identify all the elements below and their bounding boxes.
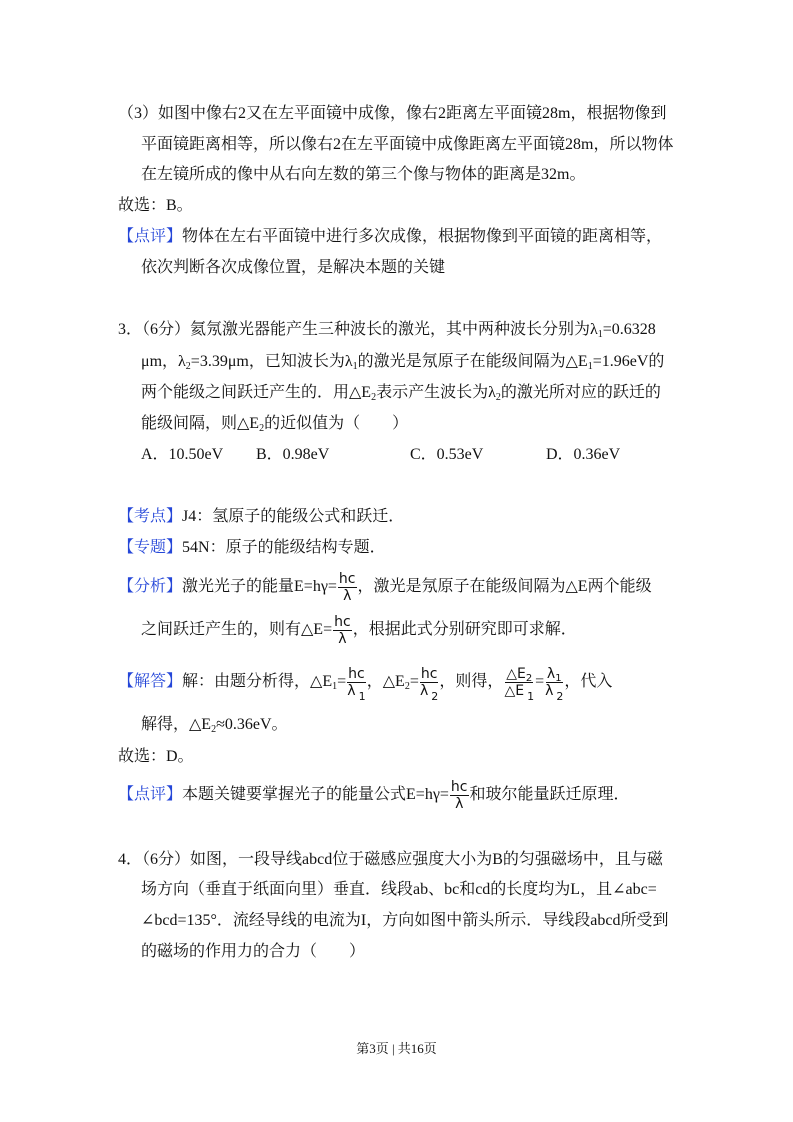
- subscript: 2: [431, 690, 439, 703]
- subscript: 2: [495, 392, 501, 403]
- text: λ: [546, 666, 556, 682]
- denominator: [419, 683, 439, 703]
- text: 的激光是氖原子在能级间隔为△E: [357, 353, 588, 370]
- text: 能级间隔，则△E: [141, 415, 260, 432]
- jieda-line: [141, 715, 288, 735]
- question-3-line: [118, 320, 656, 340]
- text: 表示产生波长为λ: [376, 384, 496, 401]
- denominator: λ: [455, 796, 464, 812]
- text-line: 依次判断各次成像位置，是解决本题的关键: [141, 259, 446, 276]
- answer-line: 故选：B。: [118, 197, 193, 214]
- text: ，则得，: [439, 673, 504, 691]
- fraction: [333, 614, 352, 647]
- numerator: [546, 666, 563, 683]
- text: ，根据此式分别研究即可求解．: [352, 621, 577, 639]
- subscript: 1: [555, 673, 562, 684]
- text: 解得，△E: [141, 716, 212, 733]
- question-4-line: 4．（6分）如图，一段导线abcd位于磁感应强度大小为B的匀强磁场中，且与磁: [118, 851, 663, 868]
- zhuanti-tag: 【专题】: [118, 539, 183, 556]
- fraction: [545, 666, 564, 703]
- text: =: [409, 673, 419, 691]
- subscript: 2: [211, 724, 217, 735]
- fenxi-line: [141, 614, 577, 647]
- subscript: 1: [358, 690, 366, 703]
- text: λ: [545, 683, 554, 699]
- text: ≈0.36eV。: [216, 716, 288, 733]
- text: μm，λ: [141, 353, 186, 370]
- comment-line: [118, 779, 630, 812]
- fraction: [504, 666, 535, 703]
- subscript: 1: [587, 361, 593, 372]
- numerator: hc: [420, 666, 438, 682]
- subscript: 2: [525, 673, 533, 684]
- subscript: 2: [185, 361, 191, 372]
- comment-line: [118, 227, 662, 247]
- numerator: hc: [338, 571, 356, 587]
- denominator: [347, 683, 366, 703]
- answer-line: 故选：D。: [118, 748, 194, 765]
- numerator: hc: [450, 779, 468, 795]
- text-line: （3）如图中像右2又在左平面镜中成像，像右2距离左平面镜28m，根据物像到: [118, 105, 667, 122]
- denominator: λ: [338, 631, 347, 647]
- subscript: 2: [259, 423, 265, 434]
- text: 解：由题分析得，△E: [182, 673, 333, 691]
- numerator: hc: [334, 614, 351, 630]
- text: △E: [504, 683, 525, 699]
- text: 54N：原子的能级结构专题．: [182, 539, 386, 556]
- text: ，△E: [366, 673, 405, 691]
- zhuanti-line: [118, 538, 386, 558]
- text: 的近似值为（ ）: [264, 415, 409, 432]
- subscript: 2: [404, 681, 410, 693]
- text-line: 在左镜所成的像中从右向左数的第三个像与物体的距离是32m。: [141, 166, 586, 183]
- subscript: 2: [556, 690, 564, 703]
- question-3-line: [141, 383, 661, 403]
- subscript: 2: [371, 392, 377, 403]
- text: 和玻尔能量跃迁原理．: [469, 786, 630, 804]
- comment-tag: 【点评】: [118, 228, 183, 245]
- question-3-line: [141, 414, 408, 434]
- text-line: 平面镜距离相等，所以像右2在左平面镜中成像距离左平面镜28m，所以物体: [141, 136, 674, 153]
- text: △E: [506, 666, 526, 682]
- question-3-line: [141, 352, 664, 372]
- question-4-line: 场方向（垂直于纸面向里）垂直．线段ab、bc和cd的长度均为L，且∠abc=: [141, 881, 657, 898]
- comment-text: 物体在左右平面镜中进行多次成像，根据物像到平面镜的距离相等，: [182, 228, 663, 245]
- text: =: [535, 673, 545, 691]
- page-footer: 第3页 | 共16页: [356, 1041, 437, 1056]
- fraction: [450, 779, 469, 812]
- text: 本题关键要掌握光子的能量公式E=hγ=: [182, 786, 449, 804]
- text: ，代入: [564, 673, 613, 691]
- subscript: 1: [332, 681, 338, 693]
- fraction: [419, 666, 439, 703]
- text: =3.39μm，已知波长为λ: [190, 353, 353, 370]
- text: λ: [419, 683, 429, 699]
- option-a: A．10.50eV: [141, 446, 224, 463]
- text: 之间跃迁产生的，则有△E=: [141, 621, 333, 639]
- text: 激光光子的能量E=hγ=: [182, 578, 337, 596]
- text: 两个能级之间跃迁产生的．用△E: [141, 384, 372, 401]
- jieda-tag: 【解答】: [118, 673, 183, 691]
- denominator: λ: [343, 588, 352, 604]
- option-c: C．0.53eV: [410, 446, 484, 463]
- comment-tag: 【点评】: [118, 786, 183, 804]
- text: =1.96eV的: [592, 353, 665, 370]
- subscript: 1: [527, 690, 535, 703]
- denominator: [545, 683, 564, 703]
- kaodian-line: [118, 507, 404, 527]
- text: λ: [347, 683, 356, 699]
- question-4-line: ∠bcd=135°．流经导线的电流为I，方向如图中箭头所示．导线段abcd所受到: [141, 912, 669, 929]
- option-d: D．0.36eV: [546, 446, 621, 463]
- text: =0.6328: [602, 321, 656, 338]
- fenxi-tag: 【分析】: [118, 578, 183, 596]
- fraction: [347, 666, 366, 703]
- subscript: 1: [352, 361, 358, 372]
- text: ，激光是氖原子在能级间隔为△E两个能级: [357, 578, 652, 596]
- text: 3．（6分）氦氖激光器能产生三种波长的激光，其中两种波长分别为λ: [118, 321, 598, 338]
- question-4-line: 的磁场的作用力的合力（ ）: [141, 943, 366, 960]
- option-b: B．0.98eV: [256, 446, 330, 463]
- kaodian-tag: 【考点】: [118, 508, 183, 525]
- fenxi-line: [118, 571, 652, 604]
- numerator: [505, 666, 533, 683]
- text: J4：氢原子的能级公式和跃迁．: [182, 508, 405, 525]
- subscript: 1: [597, 329, 603, 340]
- text: =: [337, 673, 347, 691]
- fraction: [338, 571, 357, 604]
- text: 的激光所对应的跃迁的: [500, 384, 661, 401]
- jieda-line: [118, 666, 613, 703]
- denominator: [504, 683, 535, 703]
- numerator: hc: [348, 666, 365, 682]
